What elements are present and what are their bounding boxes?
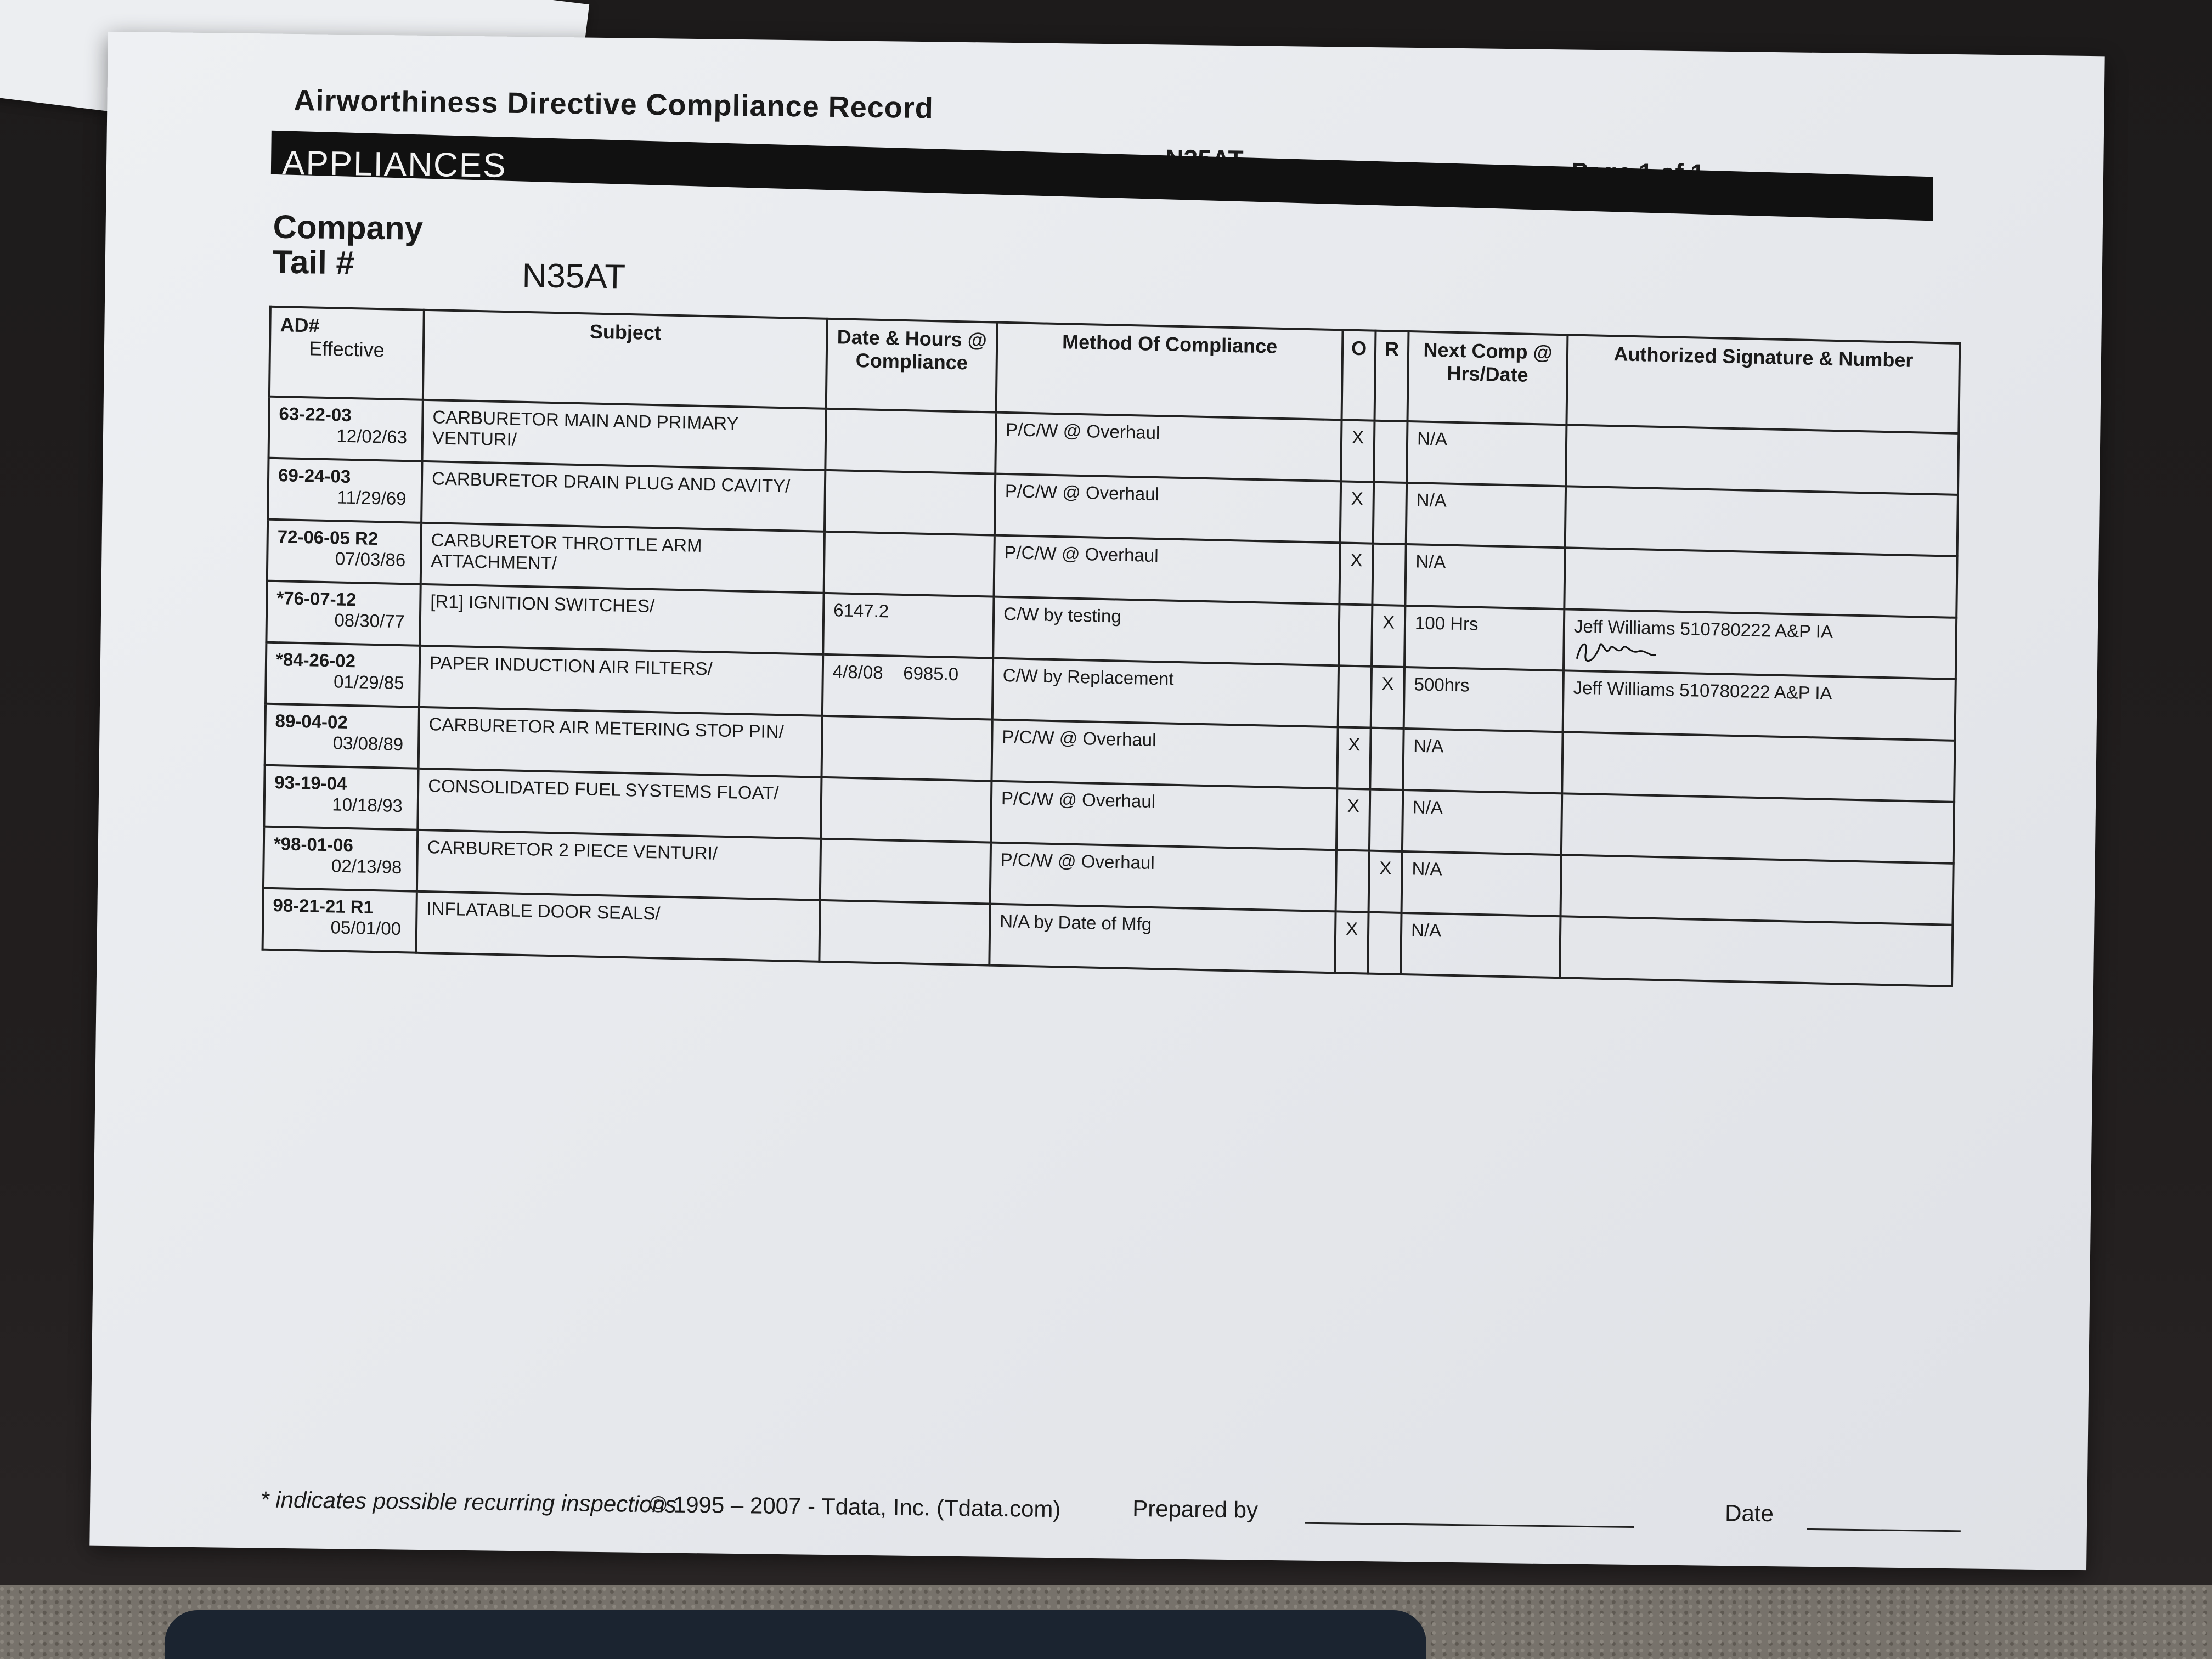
o-cell (1339, 604, 1372, 666)
r-cell (1372, 544, 1406, 606)
prepared-by-label: Prepared by (1132, 1495, 1259, 1523)
r-cell: X (1371, 667, 1404, 729)
section-label: APPLIANCES (281, 144, 507, 185)
next-comp-cell: N/A (1402, 851, 1561, 916)
method-cell: P/C/W @ Overhaul (995, 474, 1341, 543)
date-hours-cell (819, 900, 990, 966)
next-comp-cell: N/A (1407, 421, 1566, 486)
next-comp-cell: N/A (1402, 790, 1562, 855)
document-title: Airworthiness Directive Compliance Record (294, 84, 934, 125)
header-ad-effective (269, 307, 424, 400)
signature-cell: Jeff Williams 510780222 A&P IA (1563, 670, 1956, 741)
method-cell: P/C/W @ Overhaul (991, 720, 1338, 789)
ad-number: 93-19-04 (274, 772, 347, 794)
signature-cell (1562, 732, 1955, 802)
o-cell: X (1340, 481, 1374, 543)
ad-cell (263, 888, 417, 953)
ad-cell (263, 827, 417, 891)
method-cell: P/C/W @ Overhaul (990, 843, 1336, 912)
r-cell: X (1372, 605, 1405, 667)
ad-effective: 11/29/69 (337, 487, 407, 509)
r-cell (1369, 789, 1403, 851)
subject-cell: CONSOLIDATED FUEL SYSTEMS FLOAT/ (417, 769, 821, 839)
ad-cell (268, 458, 422, 523)
r-cell (1368, 912, 1401, 974)
date-hours-cell: 6147.2 (823, 593, 994, 658)
section-bar (271, 131, 1933, 221)
r-cell: X (1369, 851, 1402, 913)
prepared-by-line (1305, 1522, 1634, 1528)
tail-label: Tail # (272, 243, 355, 281)
company-tail-label (272, 210, 423, 281)
ad-cell (266, 581, 420, 646)
header-method: Method Of Compliance (996, 323, 1343, 420)
signature-cell (1565, 486, 1958, 556)
o-cell: X (1336, 788, 1370, 850)
ad-number: *76-07-12 (276, 588, 357, 610)
recurring-note: * indicates possible recurring inspections (260, 1486, 677, 1517)
compliance-record-sheet (89, 32, 2104, 1570)
ad-cell (264, 765, 418, 830)
signature-cell (1561, 793, 1954, 864)
subject-cell: CARBURETOR MAIN AND PRIMARY VENTURI/ (422, 400, 826, 470)
date-hours-cell (825, 409, 996, 474)
next-comp-cell: N/A (1406, 483, 1566, 548)
signature-cell (1566, 425, 1959, 495)
ad-effective: 12/02/63 (336, 425, 408, 448)
subject-cell: CARBURETOR AIR METERING STOP PIN/ (419, 707, 822, 777)
subject-cell: CARBURETOR 2 PIECE VENTURI/ (417, 830, 821, 900)
o-cell (1338, 665, 1372, 727)
r-cell (1374, 421, 1407, 483)
method-cell: N/A by Date of Mfg (989, 904, 1335, 973)
r-cell (1370, 728, 1403, 790)
ad-number: *84-26-02 (275, 649, 356, 672)
ad-number: 72-06-05 R2 (277, 526, 379, 549)
ad-number: 69-24-03 (278, 465, 351, 487)
header-o: O (1342, 330, 1376, 420)
jeans-background (165, 1610, 1426, 1659)
signature-text: Jeff Williams 510780222 A&P IA (1573, 616, 1833, 642)
header-r: R (1375, 331, 1409, 421)
header-effective: Effective (309, 337, 385, 362)
subject-cell: INFLATABLE DOOR SEALS/ (416, 891, 820, 962)
method-cell: C/W by testing (993, 597, 1339, 666)
r-cell (1373, 482, 1407, 544)
ad-cell (265, 704, 419, 769)
o-cell: X (1337, 727, 1370, 789)
signature-cell (1564, 548, 1957, 618)
method-cell: C/W by Replacement (992, 658, 1339, 727)
o-cell (1336, 850, 1369, 912)
date-line (1807, 1528, 1961, 1532)
ad-effective: 08/30/77 (334, 610, 405, 632)
method-cell: P/C/W @ Overhaul (991, 781, 1337, 850)
ad-effective: 02/13/98 (331, 855, 402, 878)
tail-value: N35AT (522, 257, 626, 296)
ad-effective: 10/18/93 (332, 794, 403, 816)
ad-cell (266, 642, 420, 707)
date-hours-cell (820, 839, 991, 904)
date-hours-cell: 4/8/08 6985.0 (822, 654, 993, 720)
date-hours-cell (821, 777, 991, 843)
next-comp-cell: 100 Hrs (1404, 606, 1564, 670)
date-hours-cell (825, 470, 995, 535)
signature-cell (1560, 855, 1953, 925)
ad-number: 98-21-21 R1 (273, 895, 374, 918)
next-comp-cell: N/A (1403, 729, 1562, 793)
next-comp-cell: N/A (1405, 544, 1565, 609)
subject-cell: CARBURETOR DRAIN PLUG AND CAVITY/ (421, 461, 825, 532)
subject-cell: PAPER INDUCTION AIR FILTERS/ (419, 646, 823, 716)
signature-cell (1564, 609, 1956, 679)
o-cell: X (1339, 543, 1373, 605)
date-hours-cell (821, 716, 992, 781)
subject-cell: CARBURETOR THROTTLE ARM ATTACHMENT/ (421, 523, 825, 593)
o-cell: X (1335, 911, 1368, 973)
copyright: © 1995 – 2007 - Tdata, Inc. (Tdata.com) (649, 1491, 1061, 1522)
date-label: Date (1724, 1500, 1774, 1527)
o-cell: X (1341, 420, 1374, 482)
header-next-comp: Next Comp @ Hrs/Date (1407, 331, 1567, 425)
next-comp-cell: 500hrs (1404, 667, 1564, 732)
method-cell: P/C/W @ Overhaul (994, 535, 1340, 605)
table-body (263, 397, 1959, 986)
ad-effective: 05/01/00 (330, 917, 402, 939)
header-date-hours: Date & Hours @ Compliance (826, 319, 997, 413)
header-subject: Subject (423, 310, 827, 409)
next-comp-cell: N/A (1401, 913, 1560, 978)
header-ad: AD# (280, 313, 320, 337)
ad-cell (269, 397, 423, 461)
header-signature: Authorized Signature & Number (1566, 335, 1960, 433)
ad-effective: 07/03/86 (335, 548, 406, 571)
handwritten-signature (1573, 637, 1695, 665)
signature-cell (1560, 916, 1953, 986)
ad-effective: 01/29/85 (333, 671, 404, 693)
ad-effective: 03/08/89 (332, 732, 404, 755)
ad-number: 89-04-02 (275, 710, 348, 732)
method-cell: P/C/W @ Overhaul (995, 413, 1341, 482)
subject-cell: [R1] IGNITION SWITCHES/ (420, 584, 823, 654)
ad-cell (267, 520, 421, 584)
ad-compliance-table (262, 306, 1961, 988)
ad-number: 63-22-03 (279, 403, 352, 425)
date-hours-cell (824, 532, 995, 597)
ad-number: *98-01-06 (273, 833, 354, 856)
company-label: Company (273, 208, 424, 247)
